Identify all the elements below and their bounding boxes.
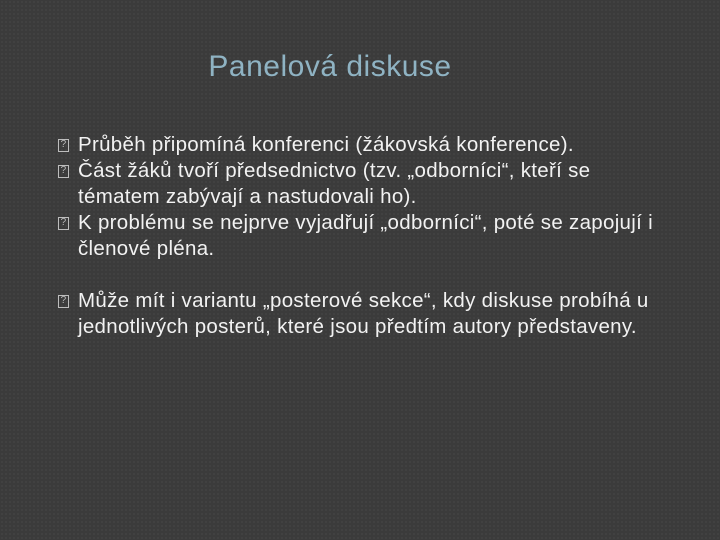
bullet-item [58, 132, 658, 158]
bullet-text: Část žáků tvoří předsednictvo (tzv. „odborníci“, kteří se tématem zabývají a nastudovali ho). [78, 159, 591, 208]
bullet-text: K problému se nejprve vyjadřují „odborníci“, poté se zapojují i členové pléna. [78, 211, 653, 260]
bullet-text: Může mít i variantu „posterové sekce“, kdy diskuse probíhá u jednotlivých posterů, které jsou předtím autory představeny. [78, 289, 649, 338]
missing-glyph-bullet-icon [58, 295, 69, 308]
bullet-list [58, 132, 658, 340]
slide-title: Panelová diskuse [208, 50, 452, 83]
bullet-item [58, 210, 658, 262]
bullet-item [58, 158, 658, 210]
bullet-item [58, 288, 658, 340]
missing-glyph-bullet-icon [58, 165, 69, 178]
missing-glyph-bullet-icon [58, 217, 69, 230]
missing-glyph-bullet-icon [58, 139, 69, 152]
bullet-text: Průběh připomíná konferenci (žákovská konference). [78, 133, 574, 156]
